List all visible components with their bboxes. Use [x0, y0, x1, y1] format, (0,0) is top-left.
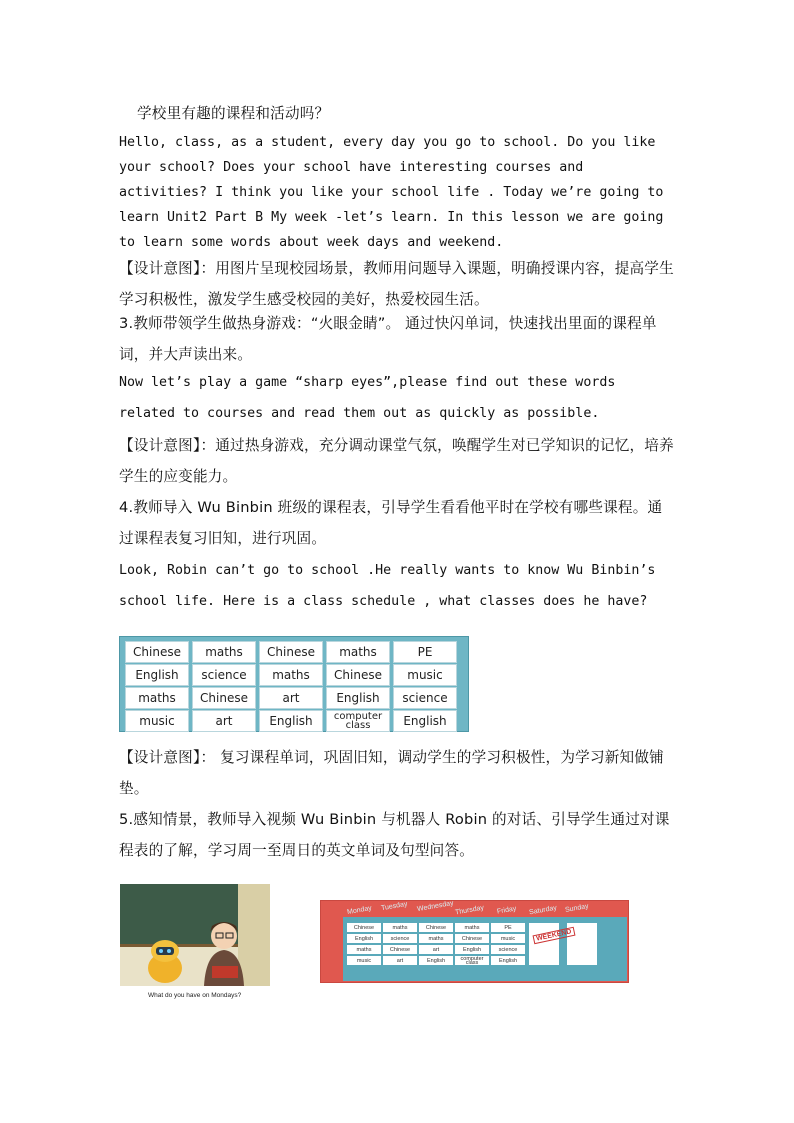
day-label: Saturday: [528, 904, 558, 917]
schedule-cell: maths: [192, 641, 256, 663]
weekly-cell: maths: [347, 945, 381, 954]
day-label: Friday: [496, 905, 517, 916]
design-intent-1: 【设计意图】：用图片呈现校园场景，教师用问题导入课题，明确授课内容，提高学生学习积极性，激发学生感受校园的美好，热爱校园生活。: [119, 260, 674, 308]
schedule-cell: PE: [393, 641, 457, 663]
step-5: 5.感知情景，教师导入视频 Wu Binbin 与机器人 Robin 的对话、引导学生通过对课程表的了解，学习周一至周日的英文单词及句型问答。: [119, 811, 670, 859]
schedule-cell: science: [192, 664, 256, 686]
weekly-cell: English: [455, 945, 489, 954]
schedule-prompt: Look, Robin can’t go to school .He really wants to know Wu Binbin’s school life. Here is a class schedule , what classes does he have?: [119, 563, 656, 609]
weekly-cell: computer class: [455, 956, 489, 965]
weekly-cell: music: [347, 956, 381, 965]
schedule-cell: Chinese: [192, 687, 256, 709]
weekly-cell: maths: [455, 923, 489, 932]
video-caption: What do you have on Mondays?: [148, 992, 242, 999]
class-schedule-image: [119, 636, 469, 732]
weekly-cell: English: [419, 956, 453, 965]
day-label: Tuesday: [380, 900, 408, 913]
weekly-cell: maths: [419, 934, 453, 943]
weekly-cell: Chinese: [347, 923, 381, 932]
weekly-cell: maths: [383, 923, 417, 932]
weekly-cell: English: [347, 934, 381, 943]
schedule-row: [125, 687, 465, 709]
step-4: 4.教师导入 Wu Binbin 班级的课程表，引导学生看看他平时在学校有哪些课程。通过课程表复习旧知，进行巩固。: [119, 499, 663, 547]
weekly-cell: PE: [491, 923, 525, 932]
schedule-cell: Chinese: [125, 641, 189, 663]
english-intro: Hello, class, as a student, every day you go to school. Do you like your school? Does your school have interesting courses and activities? I think you like your school life . Today we’re going to learn Unit2 Part B My week -let’s learn. In this lesson we are going to learn some words about week days and weekend.: [119, 135, 664, 250]
schedule-cell: English: [326, 687, 390, 709]
schedule-cell: English: [393, 710, 457, 732]
weekly-grid: [347, 923, 527, 967]
schedule-cell: maths: [326, 641, 390, 663]
game-instructions: Now let’s play a game “sharp eyes”,please find out these words related to courses and read them out as quickly as possible.: [119, 375, 616, 421]
weekday-headers: [343, 899, 627, 919]
weekly-cell: science: [383, 934, 417, 943]
design-intent-3: 【设计意图】： 复习课程单词，巩固旧知，调动学生的学习积极性，为学习新知做铺垫。: [119, 749, 664, 797]
schedule-row: [125, 710, 465, 732]
day-label: Wednesday: [416, 899, 455, 914]
weekly-cell: Chinese: [383, 945, 417, 954]
weekly-cell: art: [383, 956, 417, 965]
day-label: Monday: [346, 904, 373, 917]
schedule-cell: music: [393, 664, 457, 686]
schedule-cell: art: [192, 710, 256, 732]
intro-question: 学校里有趣的课程和活动吗？: [137, 105, 330, 122]
schedule-cell: Chinese: [326, 664, 390, 686]
schedule-cell: art: [259, 687, 323, 709]
weekly-cell: English: [491, 956, 525, 965]
schedule-row: [125, 641, 465, 663]
weekly-cell: music: [491, 934, 525, 943]
weekly-schedule-image: [320, 900, 629, 983]
schedule-cell: English: [125, 664, 189, 686]
design-intent-2: 【设计意图】：通过热身游戏，充分调动课堂气氛，唤醒学生对已学知识的记忆，培养学生的应变能力。: [119, 437, 674, 485]
step-3: 3.教师带领学生做热身游戏：“火眼金睛”。 通过快闪单词，快速找出里面的课程单词，并大声读出来。: [119, 315, 657, 363]
schedule-cell: music: [125, 710, 189, 732]
schedule-cell: maths: [259, 664, 323, 686]
day-label: Thursday: [454, 904, 485, 917]
day-label: Sunday: [564, 902, 590, 915]
schedule-cell: computer class: [326, 710, 390, 732]
characters-illustration: [120, 884, 270, 1000]
schedule-cell: science: [393, 687, 457, 709]
schedule-row: [125, 664, 465, 686]
weekly-cell: Chinese: [455, 934, 489, 943]
weekly-cell: science: [491, 945, 525, 954]
book: [212, 966, 238, 978]
schedule-cell: maths: [125, 687, 189, 709]
classroom-video-still: [120, 884, 270, 1000]
schedule-cell: English: [259, 710, 323, 732]
weekend-stamp: WEEKEND: [533, 927, 576, 944]
weekly-cell: art: [419, 945, 453, 954]
weekly-cell: Chinese: [419, 923, 453, 932]
robot-visor: [156, 947, 174, 955]
schedule-cell: Chinese: [259, 641, 323, 663]
